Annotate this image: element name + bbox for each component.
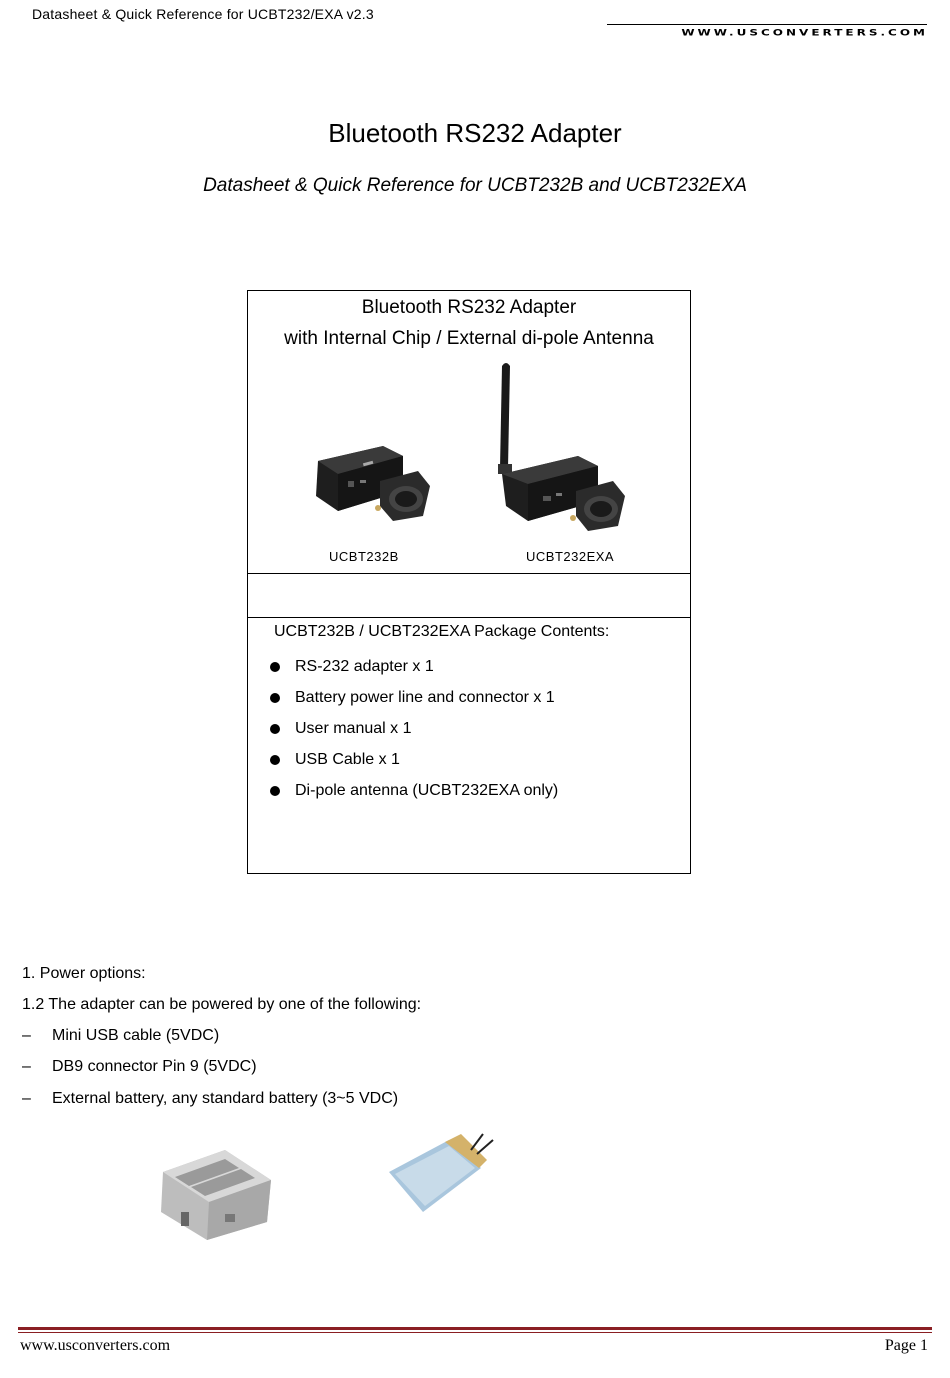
dash-marker: – [22,1027,31,1044]
page-title: Bluetooth RS232 Adapter [328,118,622,148]
bullet-icon [270,662,280,672]
footer-rule [18,1332,932,1333]
ucbt232exa-adapter-image [488,356,638,541]
power-option-label: DB9 connector Pin 9 (5VDC) [52,1058,257,1075]
power-option-label: Mini USB cable (5VDC) [52,1027,220,1044]
caption-ucbt232b: UCBT232B [329,549,399,564]
footer-rule [18,1327,932,1330]
bullet-icon [270,755,280,765]
package-item-label: Battery power line and connector x 1 [295,688,555,706]
power-option-item [22,1058,257,1076]
caption-ucbt232exa: UCBT232EXA [526,549,615,564]
bullet-icon [270,693,280,703]
list-item [270,713,558,744]
box-title-line1: Bluetooth RS232 Adapter [361,297,577,318]
power-option-item [22,1090,398,1108]
list-item [270,651,558,682]
list-item [270,744,558,775]
package-item-label: RS-232 adapter x 1 [295,657,434,675]
page-number: Page 1 [884,1337,928,1354]
page-subtitle: Datasheet & Quick Reference for UCBT232B and UCBT232EXA [203,175,747,196]
package-contents-list [270,651,558,806]
package-item-label: USB Cable x 1 [295,750,400,768]
dash-marker: – [22,1090,31,1107]
box-divider [248,573,690,574]
package-item-label: Di-pole antenna (UCBT232EXA only) [295,781,559,799]
box-divider [248,617,690,618]
footer-website: www.usconverters.com [20,1337,171,1354]
lipo-battery-image [383,1130,498,1222]
list-item [270,775,558,806]
ucbt232b-adapter-image [308,436,438,536]
header-website-logo: WWW.USCONVERTERS.COM [681,27,928,38]
power-options-heading: 1. Power options: [22,965,146,982]
power-options-intro: 1.2 The adapter can be powered by one of the following: [22,996,422,1013]
header-rule [607,24,927,25]
header-document-title: Datasheet & Quick Reference for UCBT232/EXA v2.3 [32,6,374,22]
bullet-icon [270,786,280,796]
package-item-label: User manual x 1 [295,719,412,737]
product-info-box [247,290,691,874]
dash-marker: – [22,1058,31,1075]
battery-holder-image [155,1142,277,1244]
list-item [270,682,558,713]
power-option-item [22,1027,219,1045]
package-contents-heading: UCBT232B / UCBT232EXA Package Contents: [274,623,610,640]
box-title-line2: with Internal Chip / External di-pole Antenna [284,328,654,349]
power-option-label: External battery, any standard battery (3~5 VDC) [52,1090,399,1107]
bullet-icon [270,724,280,734]
